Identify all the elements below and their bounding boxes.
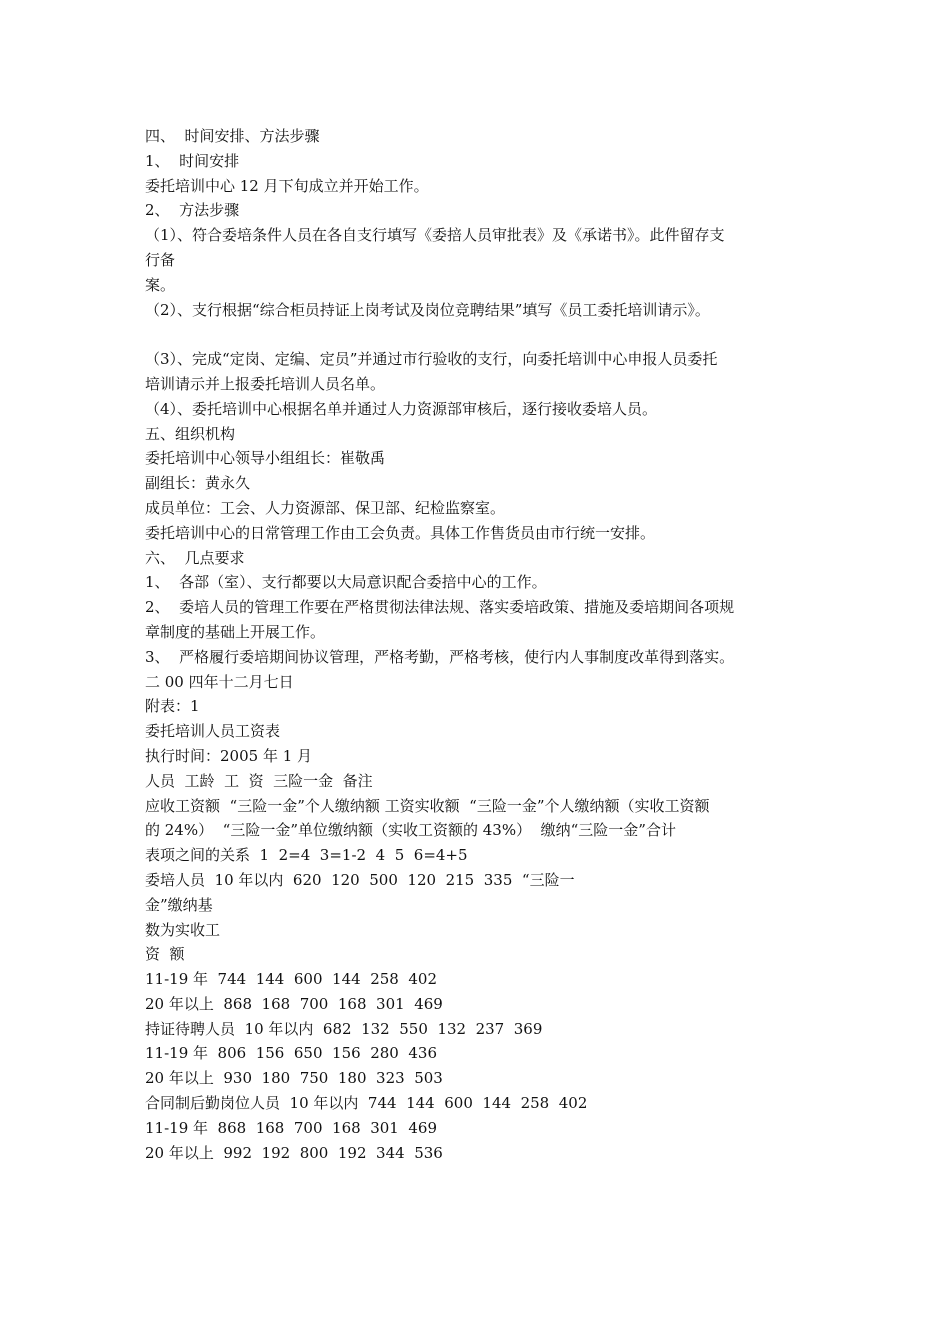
table-header-row: 人员 工龄 工 资 三险一金 备注	[145, 771, 373, 790]
table-row: 委培人员 10 年以内 620 120 500 120 215 335 “三险一	[145, 870, 575, 889]
table-row: 11-19 年 868 168 700 168 301 469	[145, 1118, 438, 1137]
paragraph-line: （4）、委托培训中心根据名单并通过人力资源部审核后，逐行接收委培人员。	[145, 399, 658, 418]
effective-date: 执行时间：2005 年 1 月	[145, 746, 313, 765]
section-heading-requirements: 六、 几点要求	[145, 548, 245, 567]
paragraph-line: （1）、符合委培条件人员在各自支行填写《委掊人员审批表》及《承诺书》。此件留存支	[145, 226, 725, 245]
section-heading-organization: 五、组织机构	[145, 424, 236, 443]
appendix-label: 附表：1	[145, 697, 200, 716]
table-row: 金”缴纳基	[145, 895, 213, 914]
subheading-steps: 2、 方法步骤	[145, 201, 240, 220]
table-header-row: 的 24%） “三险一金”单位缴纳额（实收工资额的 43%） 缴纳“三险一金”合计	[145, 821, 676, 840]
paragraph-line: 行备	[145, 250, 176, 269]
paragraph-line: 委托培训中心的日常管理工作由工会负责。具体工作售货员由市行统一安排。	[145, 523, 656, 542]
table-row: 11-19 年 806 156 650 156 280 436	[145, 1044, 438, 1063]
table-row: 合同制后勤岗位人员 10 年以内 744 144 600 144 258 402	[145, 1094, 588, 1113]
table-row: 数为实收工	[145, 920, 221, 939]
table-row: 资 额	[145, 945, 185, 964]
table-row: 20 年以上 992 192 800 192 344 536	[145, 1143, 443, 1162]
table-header-row: 应收工资额 “三险一金”个人缴纳额 工资实收额 “三险一金”个人缴纳额（实收工资额	[145, 796, 710, 815]
paragraph-line: 副组长：黄永久	[145, 474, 251, 493]
section-heading-schedule: 四、 时间安排、方法步骤	[145, 127, 320, 145]
table-relation-row: 表项之间的关系 1 2=4 3=1-2 4 5 6=4+5	[145, 846, 468, 865]
paragraph-line: 培训请示并上报委托培训人员名单。	[145, 374, 386, 393]
paragraph-line: 章制度的基础上开展工作。	[145, 622, 326, 641]
table-row: 持证待聘人员 10 年以内 682 132 550 132 237 369	[145, 1019, 543, 1038]
paragraph-line: 委托培训中心 12 月下旬成立并开始工作。	[145, 176, 429, 195]
paragraph-line: 成员单位：工会、人力资源部、保卫部、纪检监察室。	[145, 498, 506, 517]
table-row: 20 年以上 868 168 700 168 301 469	[145, 994, 443, 1013]
paragraph-line: 3、 严格履行委培期间协议管理，严格考勤，严格考核，使行内人事制度改革得到落实。	[145, 647, 735, 666]
paragraph-line: 2、 委培人员的管理工作要在严格贯彻法律法规、落实委培政策、措施及委培期间各项规	[145, 598, 735, 617]
table-row: 11-19 年 744 144 600 144 258 402	[145, 970, 438, 989]
paragraph-line: 案。	[145, 275, 176, 294]
document-date: 二 00 四年十二月七日	[145, 672, 294, 691]
table-row: 20 年以上 930 180 750 180 323 503	[145, 1069, 443, 1088]
subheading-time: 1、 时间安排	[145, 151, 240, 170]
table-title: 委托培训人员工资表	[145, 722, 281, 741]
paragraph-line: 委托培训中心领导小组组长：崔敬禹	[145, 449, 386, 468]
paragraph-line: （3）、完成“定岗、定编、定员”并通过市行验收的支行，向委托培训中心申报人员委托	[145, 350, 718, 369]
blank-line	[145, 322, 815, 347]
paragraph-line: 1、 各部（室）、支行都要以大局意识配合委掊中心的工作。	[145, 573, 547, 592]
document-body	[145, 124, 815, 1165]
paragraph-line: （2）、支行根据“综合柜员持证上岗考试及岗位竞聘结果”填写《员工委托培训请示》。	[145, 300, 710, 319]
